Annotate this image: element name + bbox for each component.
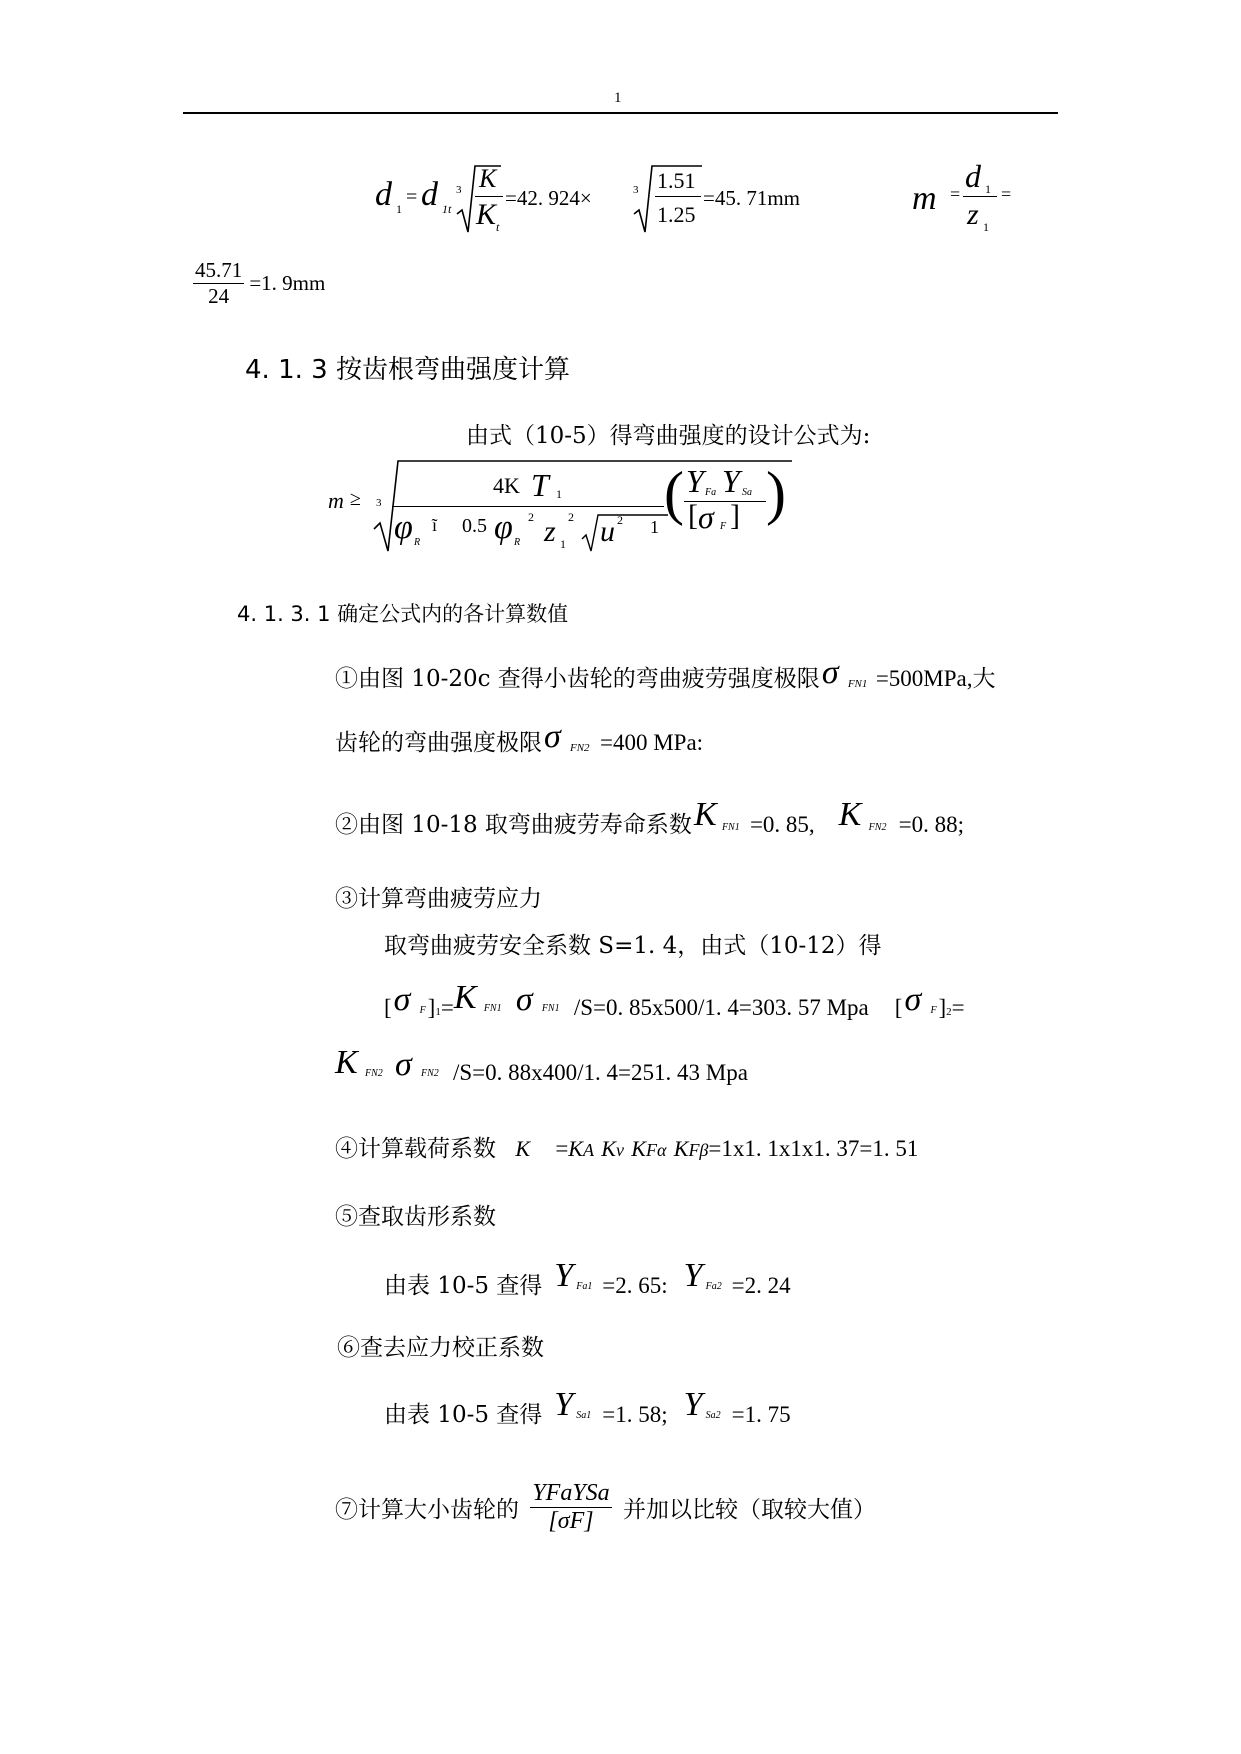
right-paren: ) xyxy=(766,460,786,526)
symbol-sigma: σ xyxy=(544,718,561,755)
item-text: 由表 10-5 查得 xyxy=(384,1273,543,1299)
value-text: /S=0. 85x500/1. 4=303. 57 Mpa xyxy=(573,995,869,1020)
item-3-heading: ③计算弯曲疲劳应力 xyxy=(335,886,542,912)
design-formula-intro: 由式（10-5）得弯曲强度的设计公式为: xyxy=(466,423,871,449)
symbol-Y: Y xyxy=(554,1257,574,1294)
symbol-Y-Fa: Y xyxy=(686,463,704,499)
fraction-bar xyxy=(392,506,664,507)
equals-sign: = xyxy=(440,995,454,1020)
fraction-denominator: 1.25 xyxy=(657,202,696,227)
root-index: 3 xyxy=(633,184,639,196)
left-bracket: [ xyxy=(894,995,903,1020)
subscript: FN2 xyxy=(570,742,590,754)
symbol-K: K xyxy=(335,1044,358,1081)
equals-sign: = xyxy=(951,995,965,1020)
subscript: R xyxy=(514,537,521,548)
subscript: t xyxy=(496,220,500,234)
item-1-line-2 xyxy=(335,720,703,760)
paren-glyph: ĩ xyxy=(432,515,438,535)
superscript: 2 xyxy=(617,513,623,527)
item-text: ⑦计算大小齿轮的 xyxy=(335,1497,519,1523)
symbol-Y: Y xyxy=(554,1386,574,1423)
equals-sign: = xyxy=(406,186,418,208)
symbol-K-A: K xyxy=(568,1136,583,1161)
symbol-Y: Y xyxy=(683,1257,703,1294)
symbol-Kt: K xyxy=(476,198,497,231)
subscript: A xyxy=(582,1140,594,1160)
symbol-sigma: σ xyxy=(395,1046,412,1083)
subscript: 1 xyxy=(983,220,989,234)
item-7 xyxy=(335,1480,876,1550)
subscript: FN1 xyxy=(847,678,868,690)
subscript: 1 xyxy=(985,182,991,196)
section-heading: 4. 1. 3 按齿根弯曲强度计算 xyxy=(245,355,570,385)
constant-one: 1 xyxy=(650,517,659,537)
subscript: 1 xyxy=(435,1006,441,1018)
item-text: ①由图 10-20c 查得小齿轮的弯曲疲劳强度极限 xyxy=(335,666,820,692)
symbol-phi: φ xyxy=(394,509,413,546)
subscript: Sa1 xyxy=(576,1410,592,1421)
symbol-K: K xyxy=(479,164,497,193)
fraction-bar xyxy=(475,196,503,197)
symbol-sigma: σ xyxy=(904,981,922,1018)
value-text: =500MPa,大 xyxy=(875,666,996,691)
subscript: Sa2 xyxy=(705,1410,721,1421)
fraction-numerator: 45.71 xyxy=(195,258,243,282)
subscript: 1 xyxy=(396,202,402,216)
right-bracket: ] xyxy=(730,499,740,532)
header-rule xyxy=(183,112,1058,114)
symbol-K: K xyxy=(453,979,477,1016)
subscript: F xyxy=(930,1005,937,1016)
symbol-m: m xyxy=(328,488,344,513)
left-bracket: [ xyxy=(688,499,698,532)
root-index: 3 xyxy=(376,497,382,509)
item-text: 并加以比较（取较大值） xyxy=(622,1497,876,1523)
symbol-d1t: d xyxy=(421,176,438,213)
subscript: v xyxy=(615,1140,624,1160)
subscript: Fa xyxy=(705,487,717,498)
item-6-values xyxy=(384,1386,791,1432)
item-5-values xyxy=(384,1257,791,1303)
result-text: =1. 9mm xyxy=(249,271,326,295)
equation-m-continuation xyxy=(193,258,325,309)
item-text: 由表 10-5 查得 xyxy=(384,1402,543,1428)
item-1 xyxy=(335,656,995,696)
subscript: 2 xyxy=(946,1006,952,1018)
subscript: Fa2 xyxy=(705,1281,722,1292)
value-text: =1. 58; xyxy=(602,1402,668,1427)
subscript: Fβ xyxy=(688,1140,709,1160)
symbol-u: u xyxy=(600,515,615,548)
symbol-K: K xyxy=(693,796,717,833)
symbol-Y: Y xyxy=(683,1386,703,1423)
design-formula xyxy=(328,455,788,555)
item-text: ②由图 10-18 取弯曲疲劳寿命系数 xyxy=(335,812,692,838)
equals-sign: = xyxy=(950,184,961,204)
item-4 xyxy=(335,1130,918,1170)
fraction-bar xyxy=(655,196,701,197)
item-3-formula-1 xyxy=(384,979,1064,1025)
subscript: FN1 xyxy=(483,1003,502,1014)
superscript: 2 xyxy=(528,510,534,524)
multiplier-text: =42. 924× xyxy=(505,186,592,210)
subscript: F xyxy=(419,1005,426,1016)
symbol-m: m xyxy=(912,180,937,217)
item-2 xyxy=(335,796,965,842)
right-bracket: ] xyxy=(427,995,436,1020)
value-text: =0. 88; xyxy=(898,812,965,837)
value-text: =2. 24 xyxy=(731,1273,791,1298)
symbol-z1: z xyxy=(967,198,979,231)
item-6-heading: ⑥查去应力校正系数 xyxy=(337,1335,544,1361)
left-bracket: [ xyxy=(384,995,392,1020)
symbol-sigma: σ xyxy=(821,654,839,691)
subscript: FN1 xyxy=(721,822,740,833)
symbol-K-Fbeta: K xyxy=(673,1136,689,1161)
subscript: R xyxy=(414,537,421,548)
greater-equal: ≥ xyxy=(350,488,361,510)
subscript: F xyxy=(720,521,727,532)
symbol-d1: d xyxy=(375,176,392,213)
right-bracket: ] xyxy=(938,995,947,1020)
subscript: FN1 xyxy=(541,1003,560,1014)
subsection-heading: 4. 1. 3. 1 确定公式内的各计算数值 xyxy=(237,602,569,626)
superscript: 2 xyxy=(568,510,574,524)
result-text: =45. 71mm xyxy=(703,186,801,210)
symbol-K: K xyxy=(838,796,862,833)
symbol-z1: z xyxy=(544,515,556,548)
fraction-denominator: 24 xyxy=(208,284,230,308)
item-5-heading: ⑤查取齿形系数 xyxy=(335,1204,496,1230)
item-text: 齿轮的弯曲强度极限 xyxy=(335,730,542,756)
value-text: =0. 85, xyxy=(749,812,815,837)
value-text: =1. 75 xyxy=(731,1402,791,1427)
subscript: FN2 xyxy=(365,1068,383,1079)
numerator-4K: 4K xyxy=(493,473,520,498)
subscript: FN2 xyxy=(868,822,887,833)
symbol-K: K xyxy=(515,1136,530,1161)
value-text: =1x1. 1x1x1. 37=1. 51 xyxy=(708,1136,919,1161)
fraction-numerator: 1.51 xyxy=(657,168,696,193)
fraction-denominator: [σF] xyxy=(548,1508,594,1534)
equals-sign: = xyxy=(1001,184,1012,204)
subscript: Sa xyxy=(742,487,752,498)
symbol-K-Falpha: K xyxy=(631,1136,646,1161)
equals-sign: = xyxy=(555,1136,569,1161)
symbol-sigma: σ xyxy=(515,981,533,1018)
fraction-bar xyxy=(963,196,997,197)
symbol-sigma: σ xyxy=(698,499,714,535)
left-paren: ( xyxy=(664,460,684,526)
coefficient-half: 0.5 xyxy=(462,515,487,537)
symbol-phi: φ xyxy=(494,509,513,546)
item-3-formula-2 xyxy=(335,1044,748,1090)
subscript: 1t xyxy=(442,202,452,216)
subscript: 1 xyxy=(556,487,562,501)
subscript: FN2 xyxy=(421,1068,439,1079)
item-3-safety: 取弯曲疲劳安全系数 S=1. 4，由式（10-12）得 xyxy=(384,933,882,959)
item-text: ④计算载荷系数 xyxy=(335,1136,496,1162)
page-number: 1 xyxy=(614,90,622,106)
symbol-sigma: σ xyxy=(393,981,411,1018)
value-text: =400 MPa: xyxy=(600,730,704,755)
value-text: =2. 65: xyxy=(602,1273,668,1298)
subscript: Fα xyxy=(645,1140,667,1160)
equation-d1 xyxy=(375,158,1235,238)
symbol-d1: d xyxy=(965,158,981,194)
root-index: 3 xyxy=(456,184,462,196)
symbol-K-v: K xyxy=(601,1136,616,1161)
subscript: Fa1 xyxy=(576,1281,593,1292)
symbol-T1: T xyxy=(531,467,549,503)
symbol-Y-Sa: Y xyxy=(722,463,740,499)
fraction-numerator: YFaYSa xyxy=(532,1480,610,1506)
value-text: /S=0. 88x400/1. 4=251. 43 Mpa xyxy=(453,1060,748,1085)
subscript: 1 xyxy=(560,537,566,551)
